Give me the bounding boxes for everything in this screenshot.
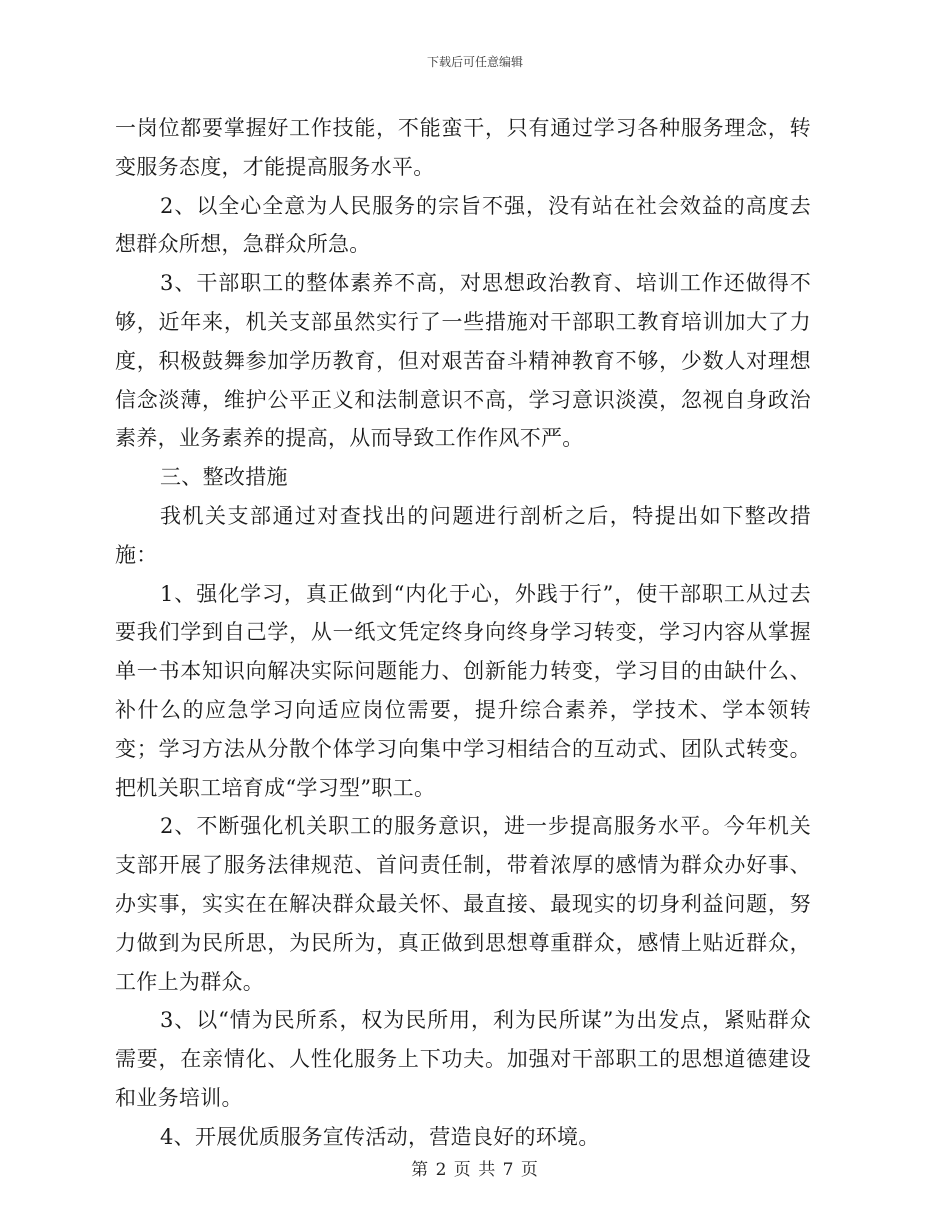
paragraph-measure-3: 3、以“情为民所系，权为民所用，利为民所谋”为出发点，紧贴群众需要，在亲情化、人性化服务上下功夫。加强对干部职工的思想道德建设和业务培训。 — [115, 1008, 811, 1110]
paragraph-problem-2: 2、以全心全意为人民服务的宗旨不强，没有站在社会效益的高度去想群众所想，急群众所急。 — [115, 193, 811, 257]
header-note: 下载后可任意编辑 — [426, 55, 523, 69]
paragraph-measure-1: 1、强化学习，真正做到“内化于心，外践于行”，使干部职工从过去要我们学到自己学，从一纸文凭定终身向终身学习转变，学习内容从掌握单一书本知识向解决实际问题能力、创新能力转变，学习目的由缺什么、补什么的应急学习向适应岗位需要，提升综合素养，学技术、学本领转变；学习方法从分散个体学习向集中学习相结合的互动式、团队式转变。把机关职工培育成“学习型”职工。 — [115, 581, 811, 800]
document-body — [115, 109, 811, 1157]
paragraph-measures-intro: 我机关支部通过对查找出的问题进行剖析之后，特提出如下整改措施： — [115, 503, 811, 567]
paragraph-measure-4: 4、开展优质服务宣传活动，营造良好的环境。 — [160, 1124, 600, 1149]
section-heading-measures: 三、整改措施 — [160, 465, 288, 490]
page-number: 第 2 页 共 7 页 — [411, 1160, 539, 1180]
paragraph-continuation: 一岗位都要掌握好工作技能，不能蛮干，只有通过学习各种服务理念，转变服务态度，才能提高服务水平。 — [115, 116, 811, 179]
paragraph-problem-3: 3、干部职工的整体素养不高，对思想政治教育、培训工作还做得不够，近年来，机关支部虽然实行了一些措施对干部职工教育培训加大了力度，积极鼓舞参加学历教育，但对艰苦奋斗精神教育不够，少数人对理想信念淡薄，维护公平正义和法制意识不高，学习意识淡漠，忽视自身政治素养，业务素养的提高，从而导致工作作风不严。 — [115, 271, 811, 451]
paragraph-measure-2: 2、不断强化机关职工的服务意识，进一步提高服务水平。今年机关支部开展了服务法律规范、首问责任制，带着浓厚的感情为群众办好事、办实事，实实在在解决群众最关怀、最直接、最现实的切身利益问题，努力做到为民所思，为民所为，真正做到思想尊重群众，感情上贴近群众，工作上为群众。 — [115, 814, 811, 994]
